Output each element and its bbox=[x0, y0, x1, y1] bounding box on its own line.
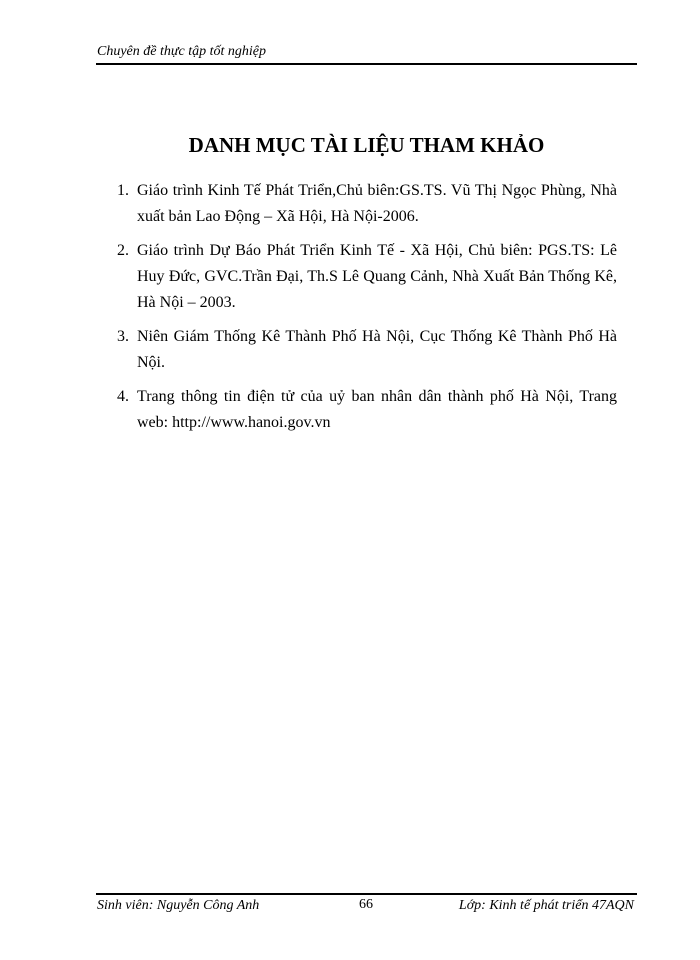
header-divider bbox=[96, 63, 637, 65]
footer-class-name: Lớp: Kinh tế phát triển 47AQN bbox=[458, 898, 634, 913]
page-title: DANH MỤC TÀI LIỆU THAM KHẢO bbox=[188, 133, 545, 157]
reference-number: 1. bbox=[117, 182, 129, 199]
reference-text: Giáo trình Kinh Tế Phát Triển,Chủ biên:GS.TS. Vũ Thị Ngọc Phùng, Nhà xuất bản Lao Động – Xã Hội, Hà Nội-2006. bbox=[137, 182, 617, 225]
running-header: Chuyên đề thực tập tốt nghiệp bbox=[97, 44, 266, 59]
reference-number: 3. bbox=[117, 328, 129, 345]
reference-number: 4. bbox=[117, 388, 129, 405]
reference-text: Giáo trình Dự Báo Phát Triển Kinh Tế - Xã Hội, Chủ biên: PGS.TS: Lê Huy Đức, GVC.Trần Đại, Th.S Lê Quang Cảnh, Nhà Xuất Bản Thống Kê, Hà Nội – 2003. bbox=[137, 242, 617, 311]
reference-item-3 bbox=[117, 324, 617, 376]
reference-number: 2. bbox=[117, 242, 129, 259]
footer-student-name: Sinh viên: Nguyễn Công Anh bbox=[97, 898, 260, 913]
reference-item-1 bbox=[117, 178, 617, 230]
reference-item-4 bbox=[117, 384, 617, 436]
reference-text: Niên Giám Thống Kê Thành Phố Hà Nội, Cục Thống Kê Thành Phố Hà Nội. bbox=[137, 328, 617, 371]
reference-item-2 bbox=[117, 238, 617, 316]
reference-text: Trang thông tin điện tử của uỷ ban nhân dân thành phố Hà Nội, Trang web: http://www.hanoi.gov.vn bbox=[137, 388, 617, 431]
page-number: 66 bbox=[359, 897, 373, 912]
footer-divider bbox=[96, 893, 637, 895]
reference-list bbox=[117, 178, 617, 444]
